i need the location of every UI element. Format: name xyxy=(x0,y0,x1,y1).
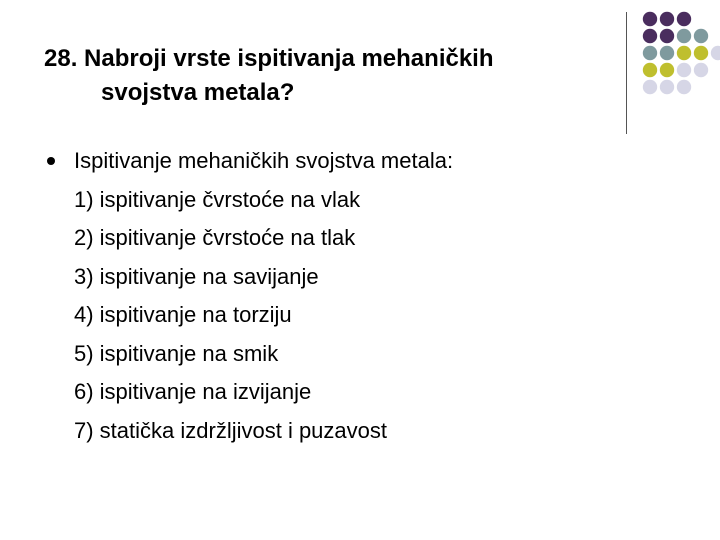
list-item: 2) ispitivanje čvrstoće na tlak xyxy=(74,225,356,250)
decorative-dot xyxy=(643,12,657,26)
vertical-divider xyxy=(626,12,627,134)
decorative-dot xyxy=(643,80,657,94)
decorative-dot xyxy=(677,46,691,60)
slide-title-line-2: svojstva metala? xyxy=(101,79,295,106)
decorative-dot xyxy=(711,46,720,60)
decorative-dot xyxy=(694,46,708,60)
list-item: 1) ispitivanje čvrstoće na vlak xyxy=(74,186,361,212)
list-item: 6) ispitivanje na izvijanje xyxy=(74,379,312,404)
decorative-dot xyxy=(677,80,691,94)
decorative-dot xyxy=(643,63,657,77)
list-item: 3) ispitivanje na savijanje xyxy=(74,263,319,289)
decorative-dot xyxy=(660,29,674,43)
slide-title-line-1: 28. Nabroji vrste ispitivanja mehaničkih xyxy=(44,45,494,72)
decorative-dot xyxy=(677,63,691,77)
decorative-dot xyxy=(660,80,674,94)
decorative-dot xyxy=(660,12,674,26)
decorative-dot-grid xyxy=(0,0,720,140)
decorative-dot xyxy=(694,63,708,77)
list-item: 4) ispitivanje na torziju xyxy=(74,302,292,327)
decorative-dot xyxy=(643,46,657,60)
list-item: 7) statička izdržljivost i puzavost xyxy=(74,417,387,443)
decorative-dot xyxy=(660,63,674,77)
decorative-dot xyxy=(694,29,708,43)
bullet-dot-icon xyxy=(47,157,55,165)
decorative-dot xyxy=(677,12,691,26)
decorative-dot xyxy=(677,29,691,43)
decorative-dot xyxy=(643,29,657,43)
bullet-list xyxy=(44,142,604,450)
bullet-heading: Ispitivanje mehaničkih svojstva metala: xyxy=(74,148,454,173)
decorative-dot xyxy=(660,46,674,60)
bullet-text xyxy=(74,142,604,450)
list-item: 5) ispitivanje na smik xyxy=(74,340,279,366)
